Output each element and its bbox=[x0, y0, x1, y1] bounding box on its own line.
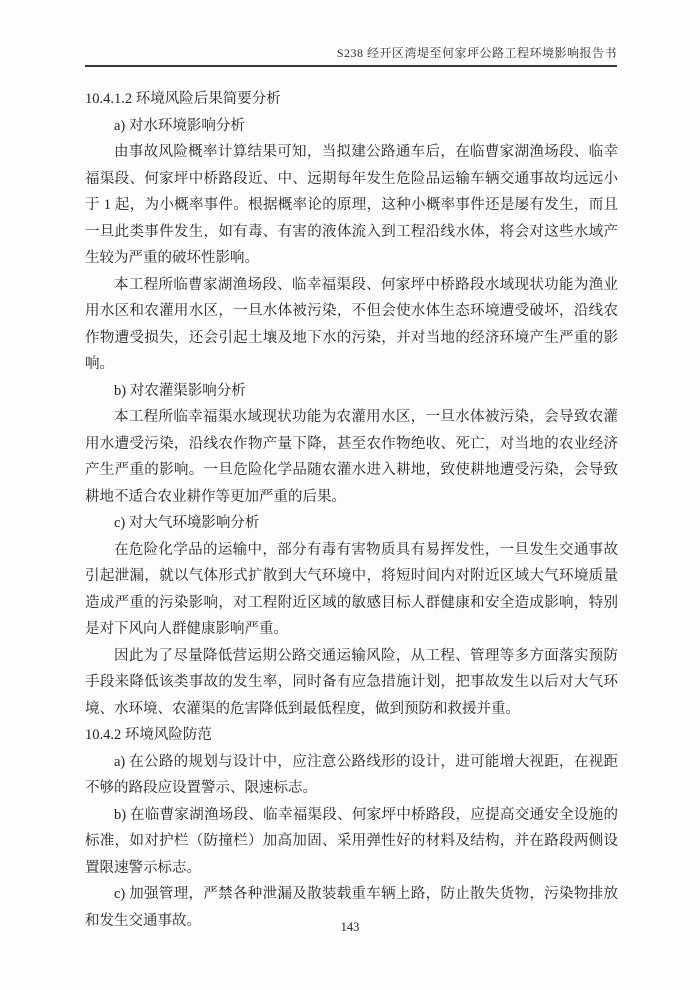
header-rule bbox=[85, 65, 617, 67]
sub-item-heading: c) 对大气环境影响分析 bbox=[114, 515, 260, 531]
paragraph: 因此为了尽量降低营运期公路交通运输风险，从工程、管理等多方面落实预防手段来降低该类事故的发生率，同时备有应急措施计划，把事故发生以后对大气环境、水环境、农灌渠的危害降低到最低程度，做到预防和救援并重。 bbox=[85, 647, 618, 717]
paragraph: 在危险化学品的运输中，部分有毒有害物质具有易挥发性，一旦发生交通事故引起泄漏，就以气体形式扩散到大气环境中，将短时间内对附近区域大气环境质量造成严重的污染影响，对工程附近区域的敏感目标人群健康和安全造成影响，特别是对下风向人群健康影响严重。 bbox=[85, 541, 618, 637]
paragraph: 由事故风险概率计算结果可知，当拟建公路通车后，在临曹家湖渔场段、临幸福渠段、何家坪中桥路段近、中、远期每年发生危险品运输车辆交通事故均远远小于 1 起，为小概率事件。根据概率论的原理，这种小概率事件还是屡有发生，而且一旦此类事件发生，如有毒、有害的液体流入到工程沿线水体，将会对这些水域产生较为严重的破坏性影响。 bbox=[85, 144, 618, 266]
sub-item-heading: b) 对农灌渠影响分析 bbox=[114, 382, 246, 399]
section-heading: 10.4.1.2 环境风险后果简要分析 bbox=[85, 91, 281, 107]
page-footer bbox=[0, 920, 700, 935]
header-title: S238 经开区湾堤至何家坪公路工程环境影响报告书 bbox=[336, 46, 617, 60]
page-header bbox=[85, 0, 617, 61]
paragraph: b) 在临曹家湖渔场段、临幸福渠段、何家坪中桥路段，应提高交通安全设施的标准，如对护栏（防撞栏）加高加固、采用弹性好的材料及结构，并在路段两侧设置限速警示标志。 bbox=[85, 806, 618, 876]
sub-item-heading: a) 对水环境影响分析 bbox=[114, 117, 245, 134]
paragraph: 本工程所临曹家湖渔场段、临幸福渠段、何家坪中桥路段水域现状功能为渔业用水区和农灌用水区，一旦水体被污染，不但会使水体生态环境遭受破坏，沿线农作物遭受损失，还会引起土壤及地下水的污染，并对当地的经济环境产生严重的影响。 bbox=[85, 276, 618, 372]
paragraph: 本工程所临幸福渠水域现状功能为农灌用水区，一旦水体被污染，会导致农灌用水遭受污染，沿线农作物产量下降，甚至农作物绝收、死亡，对当地的农业经济产生严重的影响。一旦危险化学品随农灌水进入耕地，致使耕地遭受污染，会导致耕地不适合农业耕作等更加严重的后果。 bbox=[85, 409, 618, 505]
paragraph: c) 加强管理，严禁各种泄漏及散装载重车辆上路，防止散失货物，污染物排放和发生交通事故。 bbox=[85, 886, 618, 929]
section-heading: 10.4.2 环境风险防范 bbox=[85, 727, 212, 743]
page-number: 143 bbox=[340, 920, 360, 934]
document-body bbox=[85, 86, 618, 934]
paragraph: a) 在公路的规划与设计中，应注意公路线形的设计，进可能增大视距，在视距不够的路段应设置警示、限速标志。 bbox=[85, 753, 618, 796]
